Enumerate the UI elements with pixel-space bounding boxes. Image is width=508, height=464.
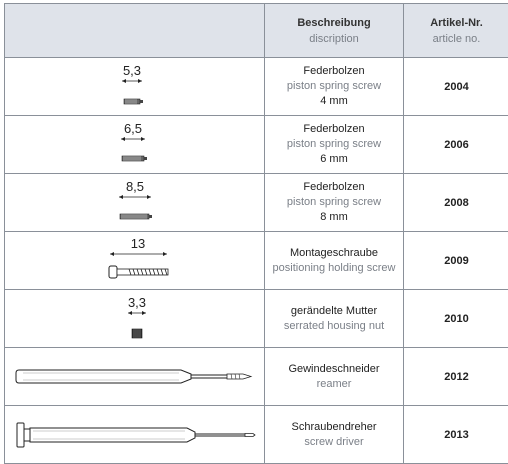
knurled-nut-icon (5, 290, 264, 347)
name-de: Montageschraube (265, 246, 403, 261)
description-cell (265, 348, 404, 406)
article-number: 2009 (404, 232, 508, 290)
name-en: piston spring screw (265, 79, 403, 94)
dimension-label: 6,5 (124, 121, 142, 136)
name-en: piston spring screw (265, 195, 403, 210)
article-number: 2006 (404, 116, 508, 174)
name-de: Federbolzen (265, 64, 403, 79)
parts-table (4, 3, 508, 464)
table-row (5, 116, 508, 174)
product-image-cell (5, 348, 265, 406)
name-de: Federbolzen (265, 122, 403, 137)
product-image-cell (5, 406, 265, 464)
size-label: 8 mm (265, 210, 403, 225)
spring-bar-short-icon (5, 58, 264, 115)
spring-bar-medium-icon (5, 116, 264, 173)
header-article-en: article no. (404, 31, 508, 47)
article-number: 2010 (404, 290, 508, 348)
product-image-cell (5, 116, 265, 174)
name-de: Gewindeschneider (265, 362, 403, 377)
article-number: 2013 (404, 406, 508, 464)
description-cell (265, 58, 404, 116)
article-number: 2012 (404, 348, 508, 406)
screwdriver-icon (5, 406, 264, 463)
dimension-label: 5,3 (123, 63, 141, 78)
table-row (5, 348, 508, 406)
name-en: screw driver (265, 435, 403, 450)
dimension-label: 3,3 (128, 295, 146, 310)
header-article-de: Artikel-Nr. (430, 17, 483, 29)
description-cell (265, 174, 404, 232)
description-cell (265, 116, 404, 174)
header-description-de: Beschreibung (297, 17, 370, 29)
header-image-cell (5, 4, 265, 58)
description-cell (265, 406, 404, 464)
name-en: piston spring screw (265, 137, 403, 152)
size-label: 4 mm (265, 94, 403, 109)
table-row (5, 290, 508, 348)
dimension-label: 13 (131, 236, 145, 251)
name-de: gerändelte Mutter (265, 304, 403, 319)
name-de: Federbolzen (265, 180, 403, 195)
name-en: positioning holding screw (265, 261, 403, 276)
article-number: 2004 (404, 58, 508, 116)
name-en: serrated housing nut (265, 319, 403, 334)
dimension-label: 8,5 (126, 179, 144, 194)
header-description (265, 4, 404, 58)
name-en: reamer (265, 377, 403, 392)
reamer-tool-icon (5, 348, 264, 405)
header-article (404, 4, 508, 58)
description-cell (265, 290, 404, 348)
product-image-cell (5, 174, 265, 232)
product-image-cell (5, 290, 265, 348)
table-row (5, 406, 508, 464)
description-cell (265, 232, 404, 290)
table-row (5, 232, 508, 290)
spring-bar-long-icon (5, 174, 264, 231)
table-row (5, 58, 508, 116)
article-number: 2008 (404, 174, 508, 232)
product-image-cell (5, 232, 265, 290)
product-image-cell (5, 58, 265, 116)
header-description-en: discription (265, 31, 403, 47)
header-row (5, 4, 508, 58)
holding-screw-icon (5, 232, 264, 289)
size-label: 6 mm (265, 152, 403, 167)
table-row (5, 174, 508, 232)
name-de: Schraubendreher (265, 420, 403, 435)
